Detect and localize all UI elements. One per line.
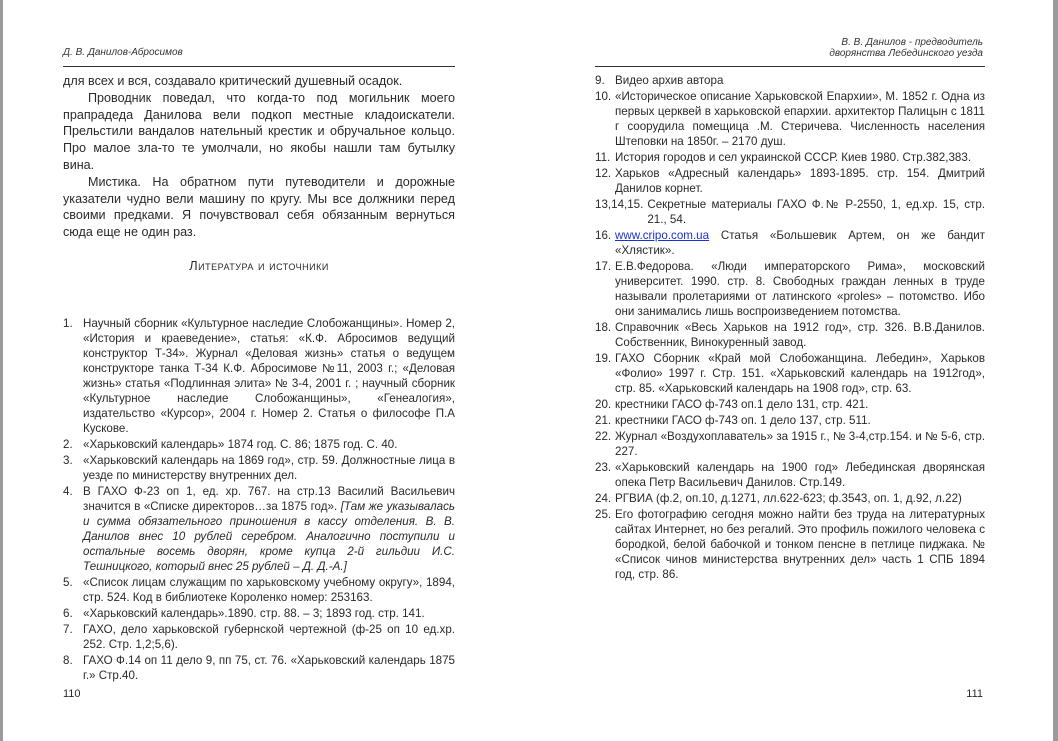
reference-body: Его фотографию сегодня можно найти без труда на литературных сайтах Интернет, но без регалий. Это профиль пожилого человека с бородкой, белой бабочкой и тонком пенсне в петлице пиджака. № «Список чинов министерства внутренних дел» часть 1 СПБ 1894 год, стр. 86. <box>615 508 985 581</box>
reference-body: История городов и сел украинской СССР. Киев 1980. Стр.382,383. <box>615 151 972 164</box>
reference-body: ГАХО Ф.14 оп 11 дело 9, пп 75, ст. 76. «Харьковский календарь 1875 г.» Стр.40. <box>83 654 455 682</box>
reference-number: 24. <box>595 492 612 505</box>
reference-text <box>615 429 985 459</box>
reference-item <box>595 413 985 428</box>
reference-item <box>595 397 985 412</box>
running-head: Д. В. Данилов-Абросимов <box>63 47 183 58</box>
reference-number: 12. <box>595 167 612 180</box>
reference-text <box>615 166 985 196</box>
running-head <box>829 37 983 59</box>
reference-item <box>595 73 985 88</box>
reference-text <box>83 653 455 683</box>
reference-text <box>83 484 455 574</box>
reference-item <box>595 197 985 227</box>
page-number: 110 <box>63 688 81 700</box>
reference-item <box>63 622 455 652</box>
reference-text <box>615 351 985 396</box>
reference-text <box>615 320 985 350</box>
reference-number: 19. <box>595 352 612 365</box>
reference-text <box>83 453 455 483</box>
reference-note: [Там же указывалась и сумма обязательного приношения в кассу отделения. В. В. Данилов внес 10 рублей серебром. Аналогично поступили и остальные восемь дворян, кроме купца 2-й гильдии И.С. Тешницкого, который внес 25 рублей – Д. Д.-А.] <box>83 500 455 573</box>
reference-text <box>615 73 985 88</box>
reference-body: «Харьковский календарь».1890. стр. 88. – 3; 1893 год. стр. 141. <box>83 607 425 620</box>
reference-item <box>595 166 985 196</box>
reference-body: «Список лицам служащим по харьковскому учебному округу», 1894, стр. 524. Код в библиотеке Короленко номер: 253163. <box>83 576 455 604</box>
reference-number: 25. <box>595 508 612 521</box>
reference-text <box>647 197 985 227</box>
reference-text <box>615 507 985 582</box>
reference-item <box>595 150 985 165</box>
reference-body: Видео архив автора <box>615 74 724 87</box>
reference-text <box>615 413 985 428</box>
reference-body: Справочник «Весь Харьков на 1912 год», стр. 326. В.В.Данилов. Собственник, Винокуренный завод. <box>615 321 985 349</box>
running-head-line: дворянства Лебединского уезда <box>829 48 983 59</box>
reference-item <box>595 89 985 149</box>
reference-number: 20. <box>595 398 612 411</box>
reference-text <box>83 606 455 621</box>
paragraph: Проводник поведал, что когда-то под могильник моего прапрадеда Данилова вели подкоп местные кладоискатели. Прельстили вандалов нательный крестик и обручальное кольцо. Про малое зла-то те умолчали, но якобы нашли там бутылку вина. <box>63 90 455 172</box>
reference-item <box>595 351 985 396</box>
reference-body: «Харьковский календарь на 1900 год» Лебединская дворянская опека Петр Васильевич Данилов. Стр.149. <box>615 461 985 489</box>
header-rule <box>595 66 985 67</box>
reference-text <box>83 316 455 436</box>
reference-number: 17. <box>595 260 612 273</box>
reference-text <box>83 437 455 452</box>
reference-number: 18. <box>595 321 612 334</box>
reference-body: «Историческое описание Харьковской Епархии», М. 1852 г. Одна из первых церквей в харьковской епархии. архитектор Палицын с 1811 г соорудила помещица .М. Стеричева. Численность населения Штеповки на 1850г. – 2170 душ. <box>615 90 985 148</box>
reference-body: крестники ГАСО ф-743 оп.1 дело 131, стр. 421. <box>615 398 869 411</box>
reference-item <box>63 453 455 483</box>
reference-number: 16. <box>595 229 612 242</box>
running-head-line: В. В. Данилов - предводитель <box>841 37 983 48</box>
reference-text <box>615 259 985 319</box>
reference-number: 21. <box>595 414 612 427</box>
reference-list <box>63 316 455 684</box>
reference-number: 1. <box>63 317 73 330</box>
reference-item <box>63 316 455 436</box>
reference-text <box>615 491 985 506</box>
reference-number: 3. <box>63 454 73 467</box>
reference-number: 4. <box>63 485 73 498</box>
paragraph: Мистика. На обратном пути путеводители и дорожные указатели чудно вели машину по кругу. Мы все должники перед своими предками. Я почувствовал себя обязанным вернуться сюда еще не один раз. <box>63 174 455 240</box>
reference-body: ГАХО, дело харьковской губернской чертежной (ф-25 оп 10 ед.хр. 252. Стр. 1,2;5,6). <box>83 623 455 651</box>
reference-item <box>595 491 985 506</box>
reference-body: Е.В.Федорова. «Люди императорского Рима», московский университет. 1990. стр. 8. Свободных граждан ленных в труде называли пролетариями от латинского «proles» – потомство. Ибо они занимались лишь воспроизведением потомства. <box>615 260 985 318</box>
reference-text <box>615 228 985 258</box>
reference-number: 7. <box>63 623 73 636</box>
reference-number: 22. <box>595 430 612 443</box>
page-number: 111 <box>966 688 983 700</box>
reference-body: В ГАХО Ф-23 оп 1, ед. хр. 767. на стр.13 Василий Васильевич значится в «Списке директоров…за 1875 год». <box>83 485 455 513</box>
reference-item <box>63 437 455 452</box>
reference-body: РГВИА (ф.2, оп.10, д.1271, лл.622-623; ф.3543, оп. 1, д.92, л.22) <box>615 492 962 505</box>
reference-number: 6. <box>63 607 73 620</box>
reference-number: 5. <box>63 576 73 589</box>
reference-number: 23. <box>595 461 612 474</box>
reference-body: «Харьковский календарь» 1874 год. С. 86; 1875 год. С. 40. <box>83 438 398 451</box>
reference-body: Научный сборник «Культурное наследие Слобожанщины». Номер 2, «История и краеведение», статья: «К.Ф. Абросимов ведущий конструктор Т-34». Журнал «Деловая жизнь» статья о ведущем конструкторе танка Т-34 К.Ф. Абросимове №11, 2003 г.; «Деловая жизнь» статья «Подлинная элита» № 3-4, 2001 г. ; научный сборник «Культурное наследие Слобожанщины», «Генеалогия», издательство «Курсор», 2004 г. Номер 2. Статья о философе П.А Кускове. <box>83 317 455 435</box>
reference-number: 13,14,15. <box>595 198 644 211</box>
reference-text <box>615 397 985 412</box>
reference-link[interactable]: www.cripo.com.ua <box>615 229 710 242</box>
reference-list <box>595 73 985 583</box>
reference-number: 8. <box>63 654 73 667</box>
reference-item <box>595 259 985 319</box>
reference-number: 10. <box>595 90 612 103</box>
reference-body: «Харьковский календарь на 1869 год», стр. 59. Должностные лица в уезде по министерству внутренних дел. <box>83 454 455 482</box>
reference-item <box>595 228 985 258</box>
reference-text <box>83 622 455 652</box>
reference-body: Секретные материалы ГАХО Ф.№ Р-2550, 1, ед.хр. 15, стр. 21., 54. <box>647 198 985 226</box>
reference-number: 2. <box>63 438 73 451</box>
reference-text <box>83 575 455 605</box>
header-rule <box>63 66 455 67</box>
reference-text <box>615 150 985 165</box>
body-text <box>63 73 455 241</box>
reference-item <box>63 653 455 683</box>
reference-item <box>63 575 455 605</box>
reference-item <box>595 460 985 490</box>
reference-body: крестники ГАСО ф-743 оп. 1 дело 137, стр. 511. <box>615 414 871 427</box>
reference-item <box>63 606 455 621</box>
reference-item <box>595 429 985 459</box>
reference-body: ГАХО Сборник «Край мой Слобожанщина. Лебедин», Харьков «Фолио» 1997 г. Стр. 151. «Харьковский календарь на 1912год», стр. 85. «Харьковский календарь на 1908 год», стр. 63. <box>615 352 985 395</box>
reference-body: Харьков «Адресный календарь» 1893-1895. стр. 154. Дмитрий Данилов корнет. <box>615 167 985 195</box>
reference-body: Журнал «Воздухоплаватель» за 1915 г., № 3-4,стр.154. и № 5-6, стр. 227. <box>615 430 985 458</box>
reference-item <box>595 320 985 350</box>
reference-number: 11. <box>595 151 611 164</box>
right-page <box>529 0 1058 741</box>
reference-number: 9. <box>595 74 605 87</box>
reference-item <box>595 507 985 582</box>
reference-body: Статья «Большевик Артем, он же бандит «Хлястик». <box>615 229 985 257</box>
reference-text <box>615 89 985 149</box>
reference-text <box>615 460 985 490</box>
reference-item <box>63 484 455 574</box>
section-heading: Литература и источники <box>189 258 329 273</box>
paragraph: для всех и вся, создавало критический душевный осадок. <box>63 74 403 88</box>
